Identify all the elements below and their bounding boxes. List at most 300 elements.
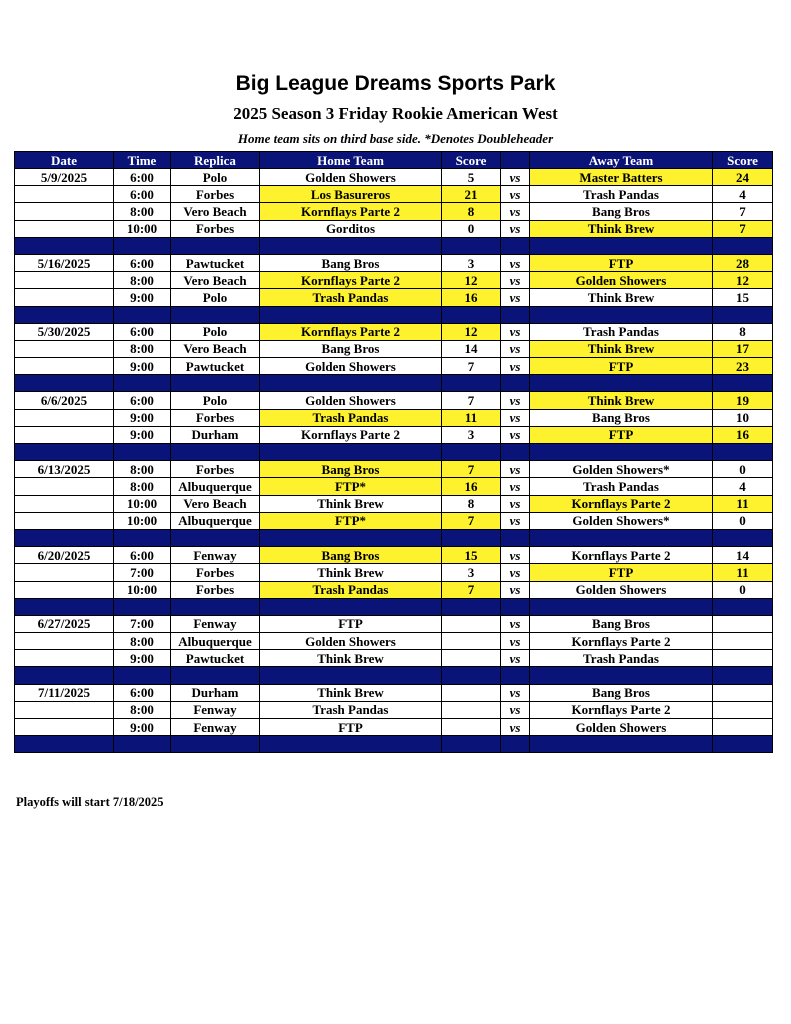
away-score: 4 — [713, 478, 773, 495]
game-field: Vero Beach — [171, 495, 260, 512]
home-score: 7 — [442, 581, 501, 598]
game-time: 8:00 — [114, 272, 171, 289]
home-score: 7 — [442, 512, 501, 529]
game-time: 8:00 — [114, 701, 171, 718]
separator-cell — [114, 667, 171, 684]
separator-cell — [171, 598, 260, 615]
game-field: Pawtucket — [171, 358, 260, 375]
home-team: Kornflays Parte 2 — [260, 203, 442, 220]
schedule-note: Home team sits on third base side. *Denotes Doubleheader — [237, 131, 554, 146]
week-separator — [15, 306, 773, 323]
game-row — [15, 684, 773, 701]
game-date — [15, 220, 114, 237]
vs-label: vs — [501, 512, 530, 529]
game-field: Fenway — [171, 547, 260, 564]
home-score — [442, 719, 501, 736]
separator-cell — [530, 306, 713, 323]
home-score: 7 — [442, 358, 501, 375]
away-team: Golden Showers — [530, 581, 713, 598]
separator-cell — [171, 237, 260, 254]
separator-cell — [442, 237, 501, 254]
separator-cell — [713, 306, 773, 323]
home-score — [442, 615, 501, 632]
game-field: Albuquerque — [171, 512, 260, 529]
game-row — [15, 272, 773, 289]
away-team: Kornflays Parte 2 — [530, 633, 713, 650]
vs-label: vs — [501, 650, 530, 667]
game-row — [15, 547, 773, 564]
home-team: Golden Showers — [260, 633, 442, 650]
game-date — [15, 512, 114, 529]
away-team: Bang Bros — [530, 684, 713, 701]
separator-cell — [501, 444, 530, 461]
vs-label: vs — [501, 289, 530, 306]
away-team: Trash Pandas — [530, 323, 713, 340]
separator-cell — [501, 736, 530, 753]
vs-label: vs — [501, 323, 530, 340]
away-team: Bang Bros — [530, 409, 713, 426]
game-date — [15, 478, 114, 495]
game-date — [15, 581, 114, 598]
vs-label: vs — [501, 701, 530, 718]
week-separator — [15, 667, 773, 684]
away-team: Think Brew — [530, 289, 713, 306]
game-date — [15, 650, 114, 667]
home-score: 15 — [442, 547, 501, 564]
game-field: Vero Beach — [171, 203, 260, 220]
away-score: 11 — [713, 564, 773, 581]
home-team: FTP* — [260, 512, 442, 529]
separator-cell — [171, 306, 260, 323]
away-team: Think Brew — [530, 340, 713, 357]
separator-cell — [260, 667, 442, 684]
separator-cell — [260, 375, 442, 392]
away-team: Bang Bros — [530, 615, 713, 632]
away-score — [713, 684, 773, 701]
game-row — [15, 633, 773, 650]
home-score: 16 — [442, 289, 501, 306]
home-score — [442, 650, 501, 667]
away-score: 11 — [713, 495, 773, 512]
col-header-home-team: Home Team — [260, 152, 442, 169]
home-score: 7 — [442, 392, 501, 409]
away-score: 15 — [713, 289, 773, 306]
game-date — [15, 289, 114, 306]
separator-cell — [713, 736, 773, 753]
away-score: 16 — [713, 426, 773, 443]
away-score: 7 — [713, 220, 773, 237]
home-score: 11 — [442, 409, 501, 426]
separator-cell — [442, 667, 501, 684]
away-score: 0 — [713, 581, 773, 598]
home-team: Think Brew — [260, 564, 442, 581]
separator-cell — [530, 598, 713, 615]
game-field: Durham — [171, 684, 260, 701]
away-team: Kornflays Parte 2 — [530, 495, 713, 512]
vs-label: vs — [501, 426, 530, 443]
away-team: Golden Showers — [530, 272, 713, 289]
separator-cell — [530, 375, 713, 392]
away-score: 0 — [713, 461, 773, 478]
game-date: 5/30/2025 — [15, 323, 114, 340]
separator-cell — [114, 306, 171, 323]
away-score — [713, 633, 773, 650]
separator-cell — [530, 736, 713, 753]
separator-cell — [171, 375, 260, 392]
week-separator — [15, 598, 773, 615]
away-team: Trash Pandas — [530, 478, 713, 495]
game-time: 8:00 — [114, 633, 171, 650]
game-field: Pawtucket — [171, 254, 260, 271]
away-team: Kornflays Parte 2 — [530, 701, 713, 718]
separator-cell — [15, 375, 114, 392]
game-date — [15, 564, 114, 581]
game-row — [15, 701, 773, 718]
separator-cell — [713, 598, 773, 615]
home-team: Kornflays Parte 2 — [260, 272, 442, 289]
game-row — [15, 581, 773, 598]
away-team: Kornflays Parte 2 — [530, 547, 713, 564]
game-field: Forbes — [171, 581, 260, 598]
game-field: Fenway — [171, 701, 260, 718]
vs-label: vs — [501, 495, 530, 512]
game-field: Polo — [171, 289, 260, 306]
playoffs-note: Playoffs will start 7/18/2025 — [16, 795, 164, 809]
game-time: 10:00 — [114, 495, 171, 512]
away-score: 8 — [713, 323, 773, 340]
separator-cell — [15, 306, 114, 323]
home-score: 12 — [442, 323, 501, 340]
game-row — [15, 289, 773, 306]
away-score: 0 — [713, 512, 773, 529]
home-team: Bang Bros — [260, 254, 442, 271]
game-row — [15, 478, 773, 495]
home-team: Trash Pandas — [260, 701, 442, 718]
col-header-vs — [501, 152, 530, 169]
game-date — [15, 495, 114, 512]
home-team: Think Brew — [260, 495, 442, 512]
schedule-table — [14, 151, 773, 753]
away-team: FTP — [530, 564, 713, 581]
home-score: 3 — [442, 426, 501, 443]
away-score: 17 — [713, 340, 773, 357]
game-field: Albuquerque — [171, 478, 260, 495]
separator-cell — [442, 306, 501, 323]
game-date — [15, 719, 114, 736]
vs-label: vs — [501, 220, 530, 237]
game-field: Forbes — [171, 220, 260, 237]
vs-label: vs — [501, 340, 530, 357]
page-title: Big League Dreams Sports Park — [235, 72, 556, 95]
game-date — [15, 340, 114, 357]
separator-cell — [114, 529, 171, 546]
separator-cell — [713, 529, 773, 546]
away-team: FTP — [530, 358, 713, 375]
game-time: 8:00 — [114, 461, 171, 478]
vs-label: vs — [501, 461, 530, 478]
game-row — [15, 461, 773, 478]
col-header-time: Time — [114, 152, 171, 169]
week-separator — [15, 237, 773, 254]
vs-label: vs — [501, 254, 530, 271]
game-time: 7:00 — [114, 615, 171, 632]
separator-cell — [260, 598, 442, 615]
separator-cell — [442, 444, 501, 461]
away-score — [713, 719, 773, 736]
game-date — [15, 203, 114, 220]
away-team: Think Brew — [530, 392, 713, 409]
vs-label: vs — [501, 478, 530, 495]
game-row — [15, 512, 773, 529]
game-date: 6/6/2025 — [15, 392, 114, 409]
game-date — [15, 701, 114, 718]
game-time: 6:00 — [114, 254, 171, 271]
game-field: Fenway — [171, 719, 260, 736]
separator-cell — [442, 529, 501, 546]
away-score: 10 — [713, 409, 773, 426]
away-team: FTP — [530, 254, 713, 271]
game-time: 9:00 — [114, 358, 171, 375]
game-field: Forbes — [171, 564, 260, 581]
separator-cell — [501, 375, 530, 392]
game-date — [15, 186, 114, 203]
separator-cell — [114, 598, 171, 615]
game-date: 5/9/2025 — [15, 169, 114, 186]
game-time: 6:00 — [114, 169, 171, 186]
separator-cell — [530, 444, 713, 461]
game-row — [15, 220, 773, 237]
away-score: 28 — [713, 254, 773, 271]
separator-cell — [530, 237, 713, 254]
game-date — [15, 272, 114, 289]
separator-cell — [114, 444, 171, 461]
game-field: Polo — [171, 392, 260, 409]
home-score: 0 — [442, 220, 501, 237]
home-score: 5 — [442, 169, 501, 186]
game-row — [15, 650, 773, 667]
away-team: Bang Bros — [530, 203, 713, 220]
away-score: 12 — [713, 272, 773, 289]
separator-cell — [713, 237, 773, 254]
separator-cell — [501, 306, 530, 323]
home-team: Gorditos — [260, 220, 442, 237]
game-time: 6:00 — [114, 392, 171, 409]
week-separator — [15, 444, 773, 461]
game-time: 9:00 — [114, 426, 171, 443]
home-score: 16 — [442, 478, 501, 495]
vs-label: vs — [501, 547, 530, 564]
home-team: Golden Showers — [260, 392, 442, 409]
week-separator — [15, 375, 773, 392]
game-field: Polo — [171, 169, 260, 186]
week-separator — [15, 529, 773, 546]
game-field: Albuquerque — [171, 633, 260, 650]
game-field: Durham — [171, 426, 260, 443]
separator-cell — [171, 736, 260, 753]
game-time: 10:00 — [114, 581, 171, 598]
vs-label: vs — [501, 615, 530, 632]
separator-cell — [260, 736, 442, 753]
separator-cell — [171, 667, 260, 684]
game-row — [15, 340, 773, 357]
away-team: Golden Showers* — [530, 461, 713, 478]
separator-cell — [501, 237, 530, 254]
game-row — [15, 719, 773, 736]
away-score: 14 — [713, 547, 773, 564]
separator-cell — [501, 667, 530, 684]
game-field: Vero Beach — [171, 340, 260, 357]
game-row — [15, 169, 773, 186]
game-field: Fenway — [171, 615, 260, 632]
home-team: Trash Pandas — [260, 409, 442, 426]
game-time: 6:00 — [114, 547, 171, 564]
vs-label: vs — [501, 684, 530, 701]
away-score: 24 — [713, 169, 773, 186]
game-row — [15, 426, 773, 443]
vs-label: vs — [501, 358, 530, 375]
vs-label: vs — [501, 409, 530, 426]
separator-cell — [15, 529, 114, 546]
home-team: Bang Bros — [260, 547, 442, 564]
game-time: 8:00 — [114, 203, 171, 220]
separator-cell — [171, 444, 260, 461]
home-score: 14 — [442, 340, 501, 357]
separator-cell — [15, 237, 114, 254]
home-score: 12 — [442, 272, 501, 289]
home-team: Golden Showers — [260, 169, 442, 186]
home-score — [442, 633, 501, 650]
home-team: FTP* — [260, 478, 442, 495]
game-date: 7/11/2025 — [15, 684, 114, 701]
away-team: Golden Showers — [530, 719, 713, 736]
separator-cell — [15, 736, 114, 753]
game-time: 7:00 — [114, 564, 171, 581]
game-field: Polo — [171, 323, 260, 340]
home-score: 21 — [442, 186, 501, 203]
game-row — [15, 203, 773, 220]
game-time: 10:00 — [114, 512, 171, 529]
game-field: Vero Beach — [171, 272, 260, 289]
vs-label: vs — [501, 186, 530, 203]
away-team: FTP — [530, 426, 713, 443]
home-team: Kornflays Parte 2 — [260, 426, 442, 443]
game-row — [15, 358, 773, 375]
game-date: 6/27/2025 — [15, 615, 114, 632]
game-row — [15, 186, 773, 203]
home-score: 8 — [442, 203, 501, 220]
week-separator — [15, 736, 773, 753]
away-score: 4 — [713, 186, 773, 203]
game-date: 6/13/2025 — [15, 461, 114, 478]
game-row — [15, 615, 773, 632]
col-header-date: Date — [15, 152, 114, 169]
home-team: Think Brew — [260, 684, 442, 701]
game-date — [15, 409, 114, 426]
separator-cell — [260, 306, 442, 323]
game-time: 8:00 — [114, 340, 171, 357]
vs-label: vs — [501, 272, 530, 289]
separator-cell — [442, 375, 501, 392]
away-score — [713, 615, 773, 632]
game-field: Forbes — [171, 186, 260, 203]
game-row — [15, 323, 773, 340]
separator-cell — [15, 598, 114, 615]
home-team: Bang Bros — [260, 461, 442, 478]
home-score: 8 — [442, 495, 501, 512]
game-row — [15, 409, 773, 426]
separator-cell — [114, 237, 171, 254]
game-time: 8:00 — [114, 478, 171, 495]
separator-cell — [15, 667, 114, 684]
away-team: Trash Pandas — [530, 650, 713, 667]
game-field: Pawtucket — [171, 650, 260, 667]
vs-label: vs — [501, 169, 530, 186]
vs-label: vs — [501, 719, 530, 736]
col-header-home-score: Score — [442, 152, 501, 169]
home-score — [442, 701, 501, 718]
vs-label: vs — [501, 564, 530, 581]
separator-cell — [260, 529, 442, 546]
away-team: Trash Pandas — [530, 186, 713, 203]
game-time: 9:00 — [114, 719, 171, 736]
game-date — [15, 426, 114, 443]
game-field: Forbes — [171, 409, 260, 426]
home-team: Golden Showers — [260, 358, 442, 375]
separator-cell — [442, 598, 501, 615]
col-header-away-score: Score — [713, 152, 773, 169]
game-time: 6:00 — [114, 684, 171, 701]
game-time: 6:00 — [114, 186, 171, 203]
game-date: 5/16/2025 — [15, 254, 114, 271]
separator-cell — [260, 237, 442, 254]
separator-cell — [713, 667, 773, 684]
home-score: 3 — [442, 564, 501, 581]
separator-cell — [114, 736, 171, 753]
separator-cell — [501, 598, 530, 615]
game-time: 9:00 — [114, 409, 171, 426]
separator-cell — [530, 529, 713, 546]
home-score — [442, 684, 501, 701]
home-team: Trash Pandas — [260, 289, 442, 306]
col-header-replica: Replica — [171, 152, 260, 169]
separator-cell — [114, 375, 171, 392]
game-time: 9:00 — [114, 289, 171, 306]
away-team: Think Brew — [530, 220, 713, 237]
game-row — [15, 564, 773, 581]
away-score: 7 — [713, 203, 773, 220]
home-team: FTP — [260, 719, 442, 736]
away-score — [713, 701, 773, 718]
separator-cell — [15, 444, 114, 461]
game-row — [15, 495, 773, 512]
separator-cell — [171, 529, 260, 546]
game-date: 6/20/2025 — [15, 547, 114, 564]
separator-cell — [530, 667, 713, 684]
home-score: 7 — [442, 461, 501, 478]
vs-label: vs — [501, 633, 530, 650]
away-score: 23 — [713, 358, 773, 375]
separator-cell — [713, 375, 773, 392]
game-time: 10:00 — [114, 220, 171, 237]
vs-label: vs — [501, 581, 530, 598]
game-row — [15, 392, 773, 409]
home-team: Think Brew — [260, 650, 442, 667]
header-row — [15, 152, 773, 169]
game-date — [15, 358, 114, 375]
game-time: 9:00 — [114, 650, 171, 667]
away-score: 19 — [713, 392, 773, 409]
home-team: Bang Bros — [260, 340, 442, 357]
